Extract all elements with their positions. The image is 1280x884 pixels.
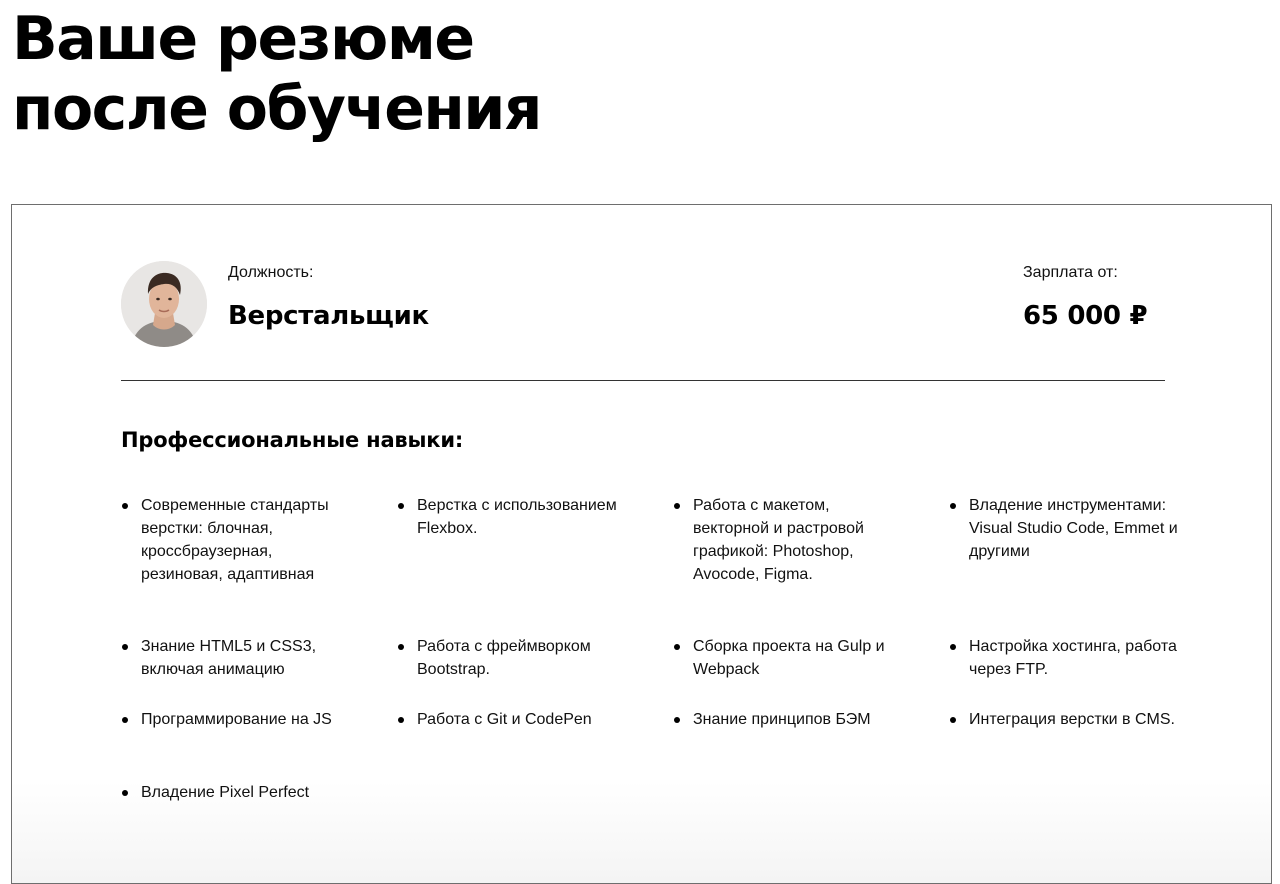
divider	[121, 380, 1165, 381]
skill-item: Владение Pixel Perfect	[121, 781, 351, 804]
skill-item: Знание принципов БЭМ	[673, 708, 903, 731]
skill-item: Сборка проекта на Gulp и Webpack	[673, 635, 903, 681]
page-title-line-2: после обучения	[12, 74, 541, 144]
skill-item: Работа с Git и CodePen	[397, 708, 627, 731]
salary-label: Зарплата от:	[1023, 264, 1118, 281]
resume-card	[11, 204, 1272, 884]
skill-item: Работа с фреймворком Bootstrap.	[397, 635, 627, 681]
position-value: Верстальщик	[228, 301, 429, 331]
skill-item: Владение инструментами: Visual Studio Code, Emmet и другими	[949, 494, 1179, 563]
skill-item: Программирование на JS	[121, 708, 351, 731]
page-title	[12, 4, 652, 144]
skill-item: Интеграция верстки в CMS.	[949, 708, 1179, 731]
skill-item: Современные стандарты верстки: блочная, кроссбраузерная, резиновая, адаптивная	[121, 494, 351, 586]
page-title-line-1: Ваше резюме	[12, 4, 474, 74]
skill-item: Работа с макетом, векторной и растровой графикой: Photoshop, Avocode, Figma.	[673, 494, 903, 586]
avatar	[121, 261, 207, 347]
skill-item: Верстка с использованием Flexbox.	[397, 494, 627, 540]
skills-heading: Профессиональные навыки:	[121, 428, 464, 452]
avatar-portrait-image	[121, 261, 207, 347]
salary-value: 65 000 ₽	[1023, 301, 1148, 331]
skill-item: Знание HTML5 и CSS3, включая анимацию	[121, 635, 351, 681]
skill-item: Настройка хостинга, работа через FTP.	[949, 635, 1179, 681]
position-label: Должность:	[228, 264, 314, 281]
